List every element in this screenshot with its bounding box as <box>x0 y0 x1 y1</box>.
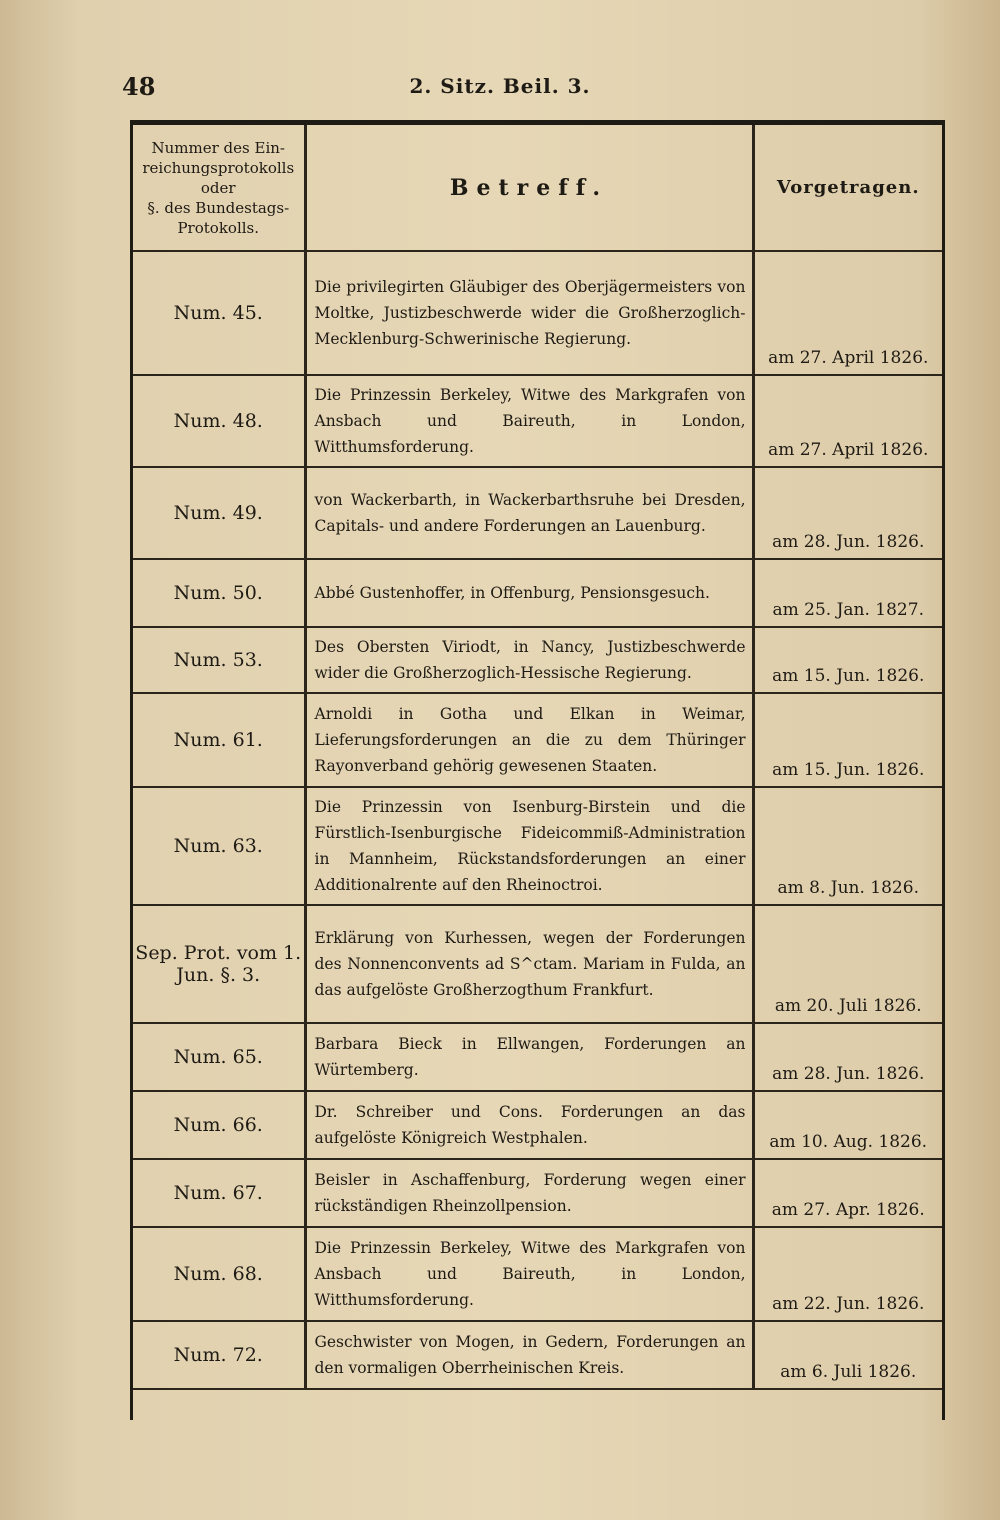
row-number: Num. 45. <box>133 251 305 375</box>
table-header-row <box>133 125 942 251</box>
row-subject: Die Prinzessin Berkeley, Witwe des Markgrafen von Ansbach und Baireuth, in London, Witthumsforderung. <box>305 375 753 467</box>
row-presented-date: am 10. Aug. 1826. <box>753 1091 942 1159</box>
register-table <box>133 125 942 1390</box>
row-presented-date: am 28. Jun. 1826. <box>753 467 942 559</box>
row-subject: von Wackerbarth, in Wackerbarthsruhe bei Dresden, Capitals- und andere Forderungen an Lauenburg. <box>305 467 753 559</box>
table-row <box>133 467 942 559</box>
page-number: 48 <box>122 72 156 101</box>
table-row <box>133 787 942 905</box>
table-row <box>133 1091 942 1159</box>
table-row <box>133 375 942 467</box>
page-header <box>0 68 1000 108</box>
row-subject: Geschwister von Mogen, in Gedern, Forderungen an den vormaligen Oberrheinischen Kreis. <box>305 1321 753 1389</box>
row-number: Num. 48. <box>133 375 305 467</box>
row-number: Sep. Prot. vom 1. Jun. §. 3. <box>133 905 305 1023</box>
row-presented-date: am 22. Jun. 1826. <box>753 1227 942 1321</box>
row-number: Num. 67. <box>133 1159 305 1227</box>
table-row <box>133 693 942 787</box>
row-subject: Beisler in Aschaffenburg, Forderung wegen einer rückständigen Rheinzollpension. <box>305 1159 753 1227</box>
column-header-presented: Vorgetragen. <box>753 125 942 251</box>
row-presented-date: am 27. April 1826. <box>753 375 942 467</box>
row-presented-date: am 20. Juli 1826. <box>753 905 942 1023</box>
table-row <box>133 1321 942 1389</box>
row-number: Num. 53. <box>133 627 305 693</box>
row-subject: Des Obersten Viriodt, in Nancy, Justizbeschwerde wider die Großherzoglich-Hessische Regierung. <box>305 627 753 693</box>
row-presented-date: am 15. Jun. 1826. <box>753 627 942 693</box>
table-row <box>133 1159 942 1227</box>
table-row <box>133 251 942 375</box>
row-number: Num. 61. <box>133 693 305 787</box>
column-header-number: Nummer des Ein- reichungsprotokolls oder §. des Bundestags- Protokolls. <box>133 125 305 251</box>
row-subject: Barbara Bieck in Ellwangen, Forderungen an Würtemberg. <box>305 1023 753 1091</box>
row-subject: Die Prinzessin Berkeley, Witwe des Markgrafen von Ansbach und Baireuth, in London, Witthumsforderung. <box>305 1227 753 1321</box>
row-presented-date: am 8. Jun. 1826. <box>753 787 942 905</box>
row-subject: Dr. Schreiber und Cons. Forderungen an das aufgelöste Königreich Westphalen. <box>305 1091 753 1159</box>
row-number: Num. 49. <box>133 467 305 559</box>
table-row <box>133 627 942 693</box>
row-number: Num. 63. <box>133 787 305 905</box>
row-presented-date: am 25. Jan. 1827. <box>753 559 942 627</box>
row-subject: Die privilegirten Gläubiger des Oberjägermeisters von Moltke, Justizbeschwerde wider die Großherzoglich-Mecklenburg-Schwerinische Regierung. <box>305 251 753 375</box>
row-subject: Arnoldi in Gotha und Elkan in Weimar, Lieferungsforderungen an die zu dem Thüringer Rayonverband gehörig gewesenen Staaten. <box>305 693 753 787</box>
row-presented-date: am 6. Juli 1826. <box>753 1321 942 1389</box>
table-row <box>133 905 942 1023</box>
row-number: Num. 68. <box>133 1227 305 1321</box>
row-subject: Erklärung von Kurhessen, wegen der Forderungen des Nonnenconvents ad S^ctam. Mariam in Fulda, an das aufgelöste Großherzogthum Frankfurt. <box>305 905 753 1023</box>
row-presented-date: am 28. Jun. 1826. <box>753 1023 942 1091</box>
row-presented-date: am 27. Apr. 1826. <box>753 1159 942 1227</box>
row-number: Num. 66. <box>133 1091 305 1159</box>
row-subject: Abbé Gustenhoffer, in Offenburg, Pensionsgesuch. <box>305 559 753 627</box>
table-row <box>133 559 942 627</box>
row-subject: Die Prinzessin von Isenburg-Birstein und die Fürstlich-Isenburgische Fideicommiß-Administration in Mannheim, Rückstandsforderungen an einer Additionalrente auf den Rheinoctroi. <box>305 787 753 905</box>
register-table-frame <box>130 120 945 1420</box>
row-number: Num. 50. <box>133 559 305 627</box>
row-presented-date: am 15. Jun. 1826. <box>753 693 942 787</box>
table-row <box>133 1023 942 1091</box>
row-number: Num. 65. <box>133 1023 305 1091</box>
column-header-subject: Betreff. <box>305 125 753 251</box>
running-title: 2. Sitz. Beil. 3. <box>409 74 591 98</box>
table-row <box>133 1227 942 1321</box>
row-number: Num. 72. <box>133 1321 305 1389</box>
row-presented-date: am 27. April 1826. <box>753 251 942 375</box>
